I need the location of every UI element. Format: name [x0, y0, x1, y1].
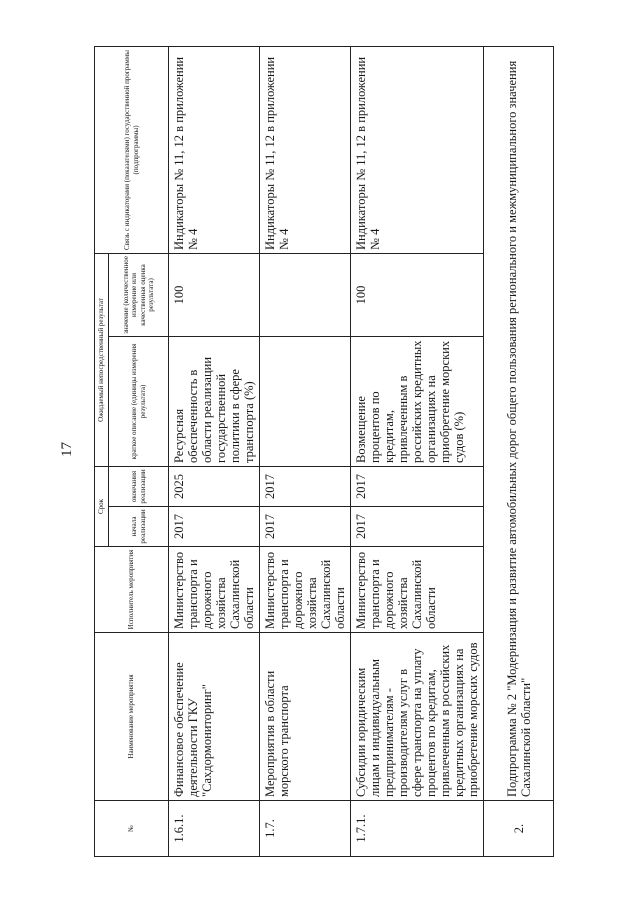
header-start: начала реализации [109, 507, 169, 547]
row-desc [260, 336, 351, 466]
row-name: Мероприятия в области морского транспорта [260, 633, 351, 801]
row-start: 2017 [351, 507, 484, 547]
header-desc: краткое описание (единицы измерения результата) [109, 336, 169, 466]
header-executor: Исполнитель мероприятия [95, 547, 169, 633]
row-end: 2017 [351, 466, 484, 506]
subprogram-title: Подпрограмма № 2 "Модернизация и развитие автомобильных дорог общего пользования регионального и межмуниципального значения Сахалинской области" [484, 46, 554, 800]
row-value [260, 253, 351, 336]
row-end: 2025 [169, 466, 260, 506]
header-end: окончания реализации [109, 466, 169, 506]
table-row [260, 46, 351, 856]
row-num: 1.7. [260, 801, 351, 857]
row-executor: Министерство транспорта и дорожного хозяйства Сахалинской области [260, 547, 351, 633]
row-end: 2017 [260, 466, 351, 506]
header-name: Наименование мероприятия [95, 633, 169, 801]
subprogram-row [484, 46, 554, 856]
row-start: 2017 [169, 507, 260, 547]
rotated-table-container [94, 47, 541, 857]
row-link: Индикаторы № 11, 12 в приложении № 4 [260, 46, 351, 253]
row-executor: Министерство транспорта и дорожного хозяйства Сахалинской области [169, 547, 260, 633]
header-value: значение (количественное измерение или качественная оценка результата) [109, 253, 169, 336]
header-result: Ожидаемый непосредственный результат [95, 253, 109, 466]
row-desc: Ресурсная обеспеченность в области реализации государственной политики в сфере транспорта (%) [169, 336, 260, 466]
row-start: 2017 [260, 507, 351, 547]
row-num: 1.6.1. [169, 801, 260, 857]
row-name: Субсидии юридическим лицам и индивидуальным предпринимателям - производителям услуг в сфере транспорта на уплату процентов по кредитам, привлеченным в российских кредитных организациях на приобретение морских судов [351, 633, 484, 801]
activities-table [94, 46, 554, 857]
page-number: 17 [59, 442, 75, 457]
row-desc: Возмещение процентов по кредитам, привлеченным в российских кредитных организациях на приобретение морских судов (%) [351, 336, 484, 466]
header-term: Срок [95, 466, 109, 546]
row-num: 1.7.1. [351, 801, 484, 857]
table-row [351, 46, 484, 856]
header-link: Связь с индикаторами (показателями) государственной программы (подпрограммы) [95, 46, 169, 253]
row-value: 100 [169, 253, 260, 336]
table-row [169, 46, 260, 856]
row-value: 100 [351, 253, 484, 336]
row-link: Индикаторы № 11, 12 в приложении № 4 [169, 46, 260, 253]
row-executor: Министерство транспорта и дорожного хозяйства Сахалинской области [351, 547, 484, 633]
row-link: Индикаторы № 11, 12 в приложении № 4 [351, 46, 484, 253]
header-num: № [95, 801, 169, 857]
subprogram-num: 2. [484, 801, 554, 857]
row-name: Финансовое обеспечение деятельности ГКУ "Сахдормониторинг" [169, 633, 260, 801]
